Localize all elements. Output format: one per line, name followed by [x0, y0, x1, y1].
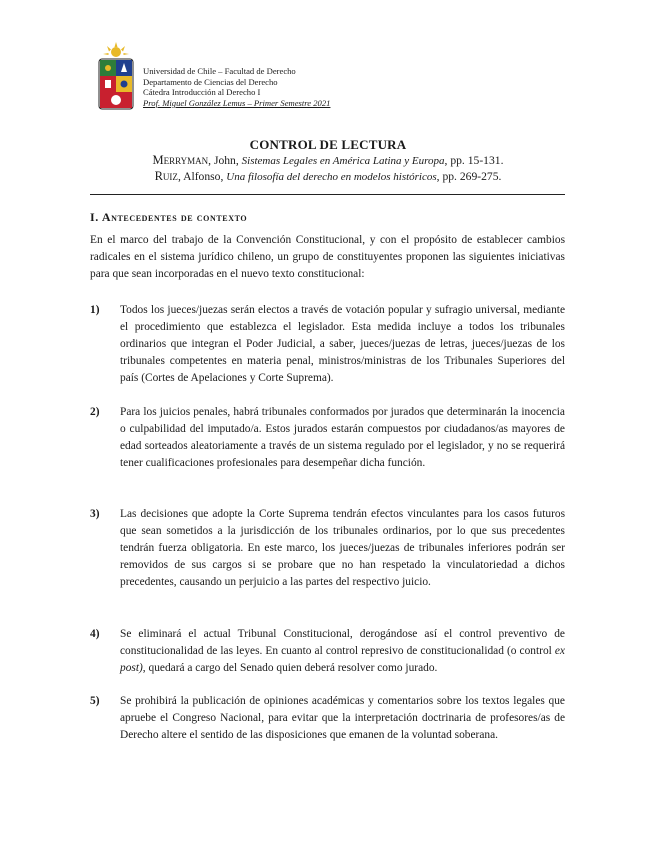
- horizontal-rule: [90, 194, 565, 195]
- list-item-4-text: [120, 626, 565, 677]
- list-item-1-text: Todos los jueces/juezas serán electos a través de votación popular y sufragio universal, mediante el procedimiento que establezca el legislador. Esta medida incluye a todos los tribunales ordinarios que integran el Poder Judicial, a saber, jueces/juezas de letras, jueces/juezas de los tribunales competentes en materia penal, ministros/ministras de los Tribunales Superiores del país (Cortes de Apelaciones y Corte Suprema).: [120, 304, 565, 384]
- header-text: [143, 66, 330, 108]
- section-heading: [90, 210, 247, 225]
- list-item-5-text: Se prohibirá la publicación de opiniones académicas y comentarios sobre los textos legales que apruebe el Congreso Nacional, para evitar que la interpretación doctrinaria de profesores/as de Derecho altere el sentido de las disposiciones que emanen de la voluntad soberana.: [120, 695, 565, 741]
- list-item-5-number: 5): [90, 695, 100, 707]
- reference-2-pages: , pp. 269-275.: [436, 170, 502, 183]
- header-university: Universidad de Chile – Facultad de Derecho: [143, 66, 296, 76]
- reference-1-author-first: , John,: [208, 154, 242, 167]
- list-item-3-number: 3): [90, 508, 100, 520]
- header-professor: Prof. Miguel González Lemus – Primer Semestre 2021: [143, 97, 331, 108]
- list-item-2-text: Para los juicios penales, habrá tribunales conformados por jurados que determinarán la inocencia o culpabilidad del imputado/a. Estos jurados estarán compuestos por ciudadanos/as mayores de edad sorteados aleatoriamente a través de un sistema regulado por el legislador, y no se requerirá tener cualificaciones profesionales para desempeñar dicha función.: [120, 406, 565, 469]
- reference-2-author-last: Ruiz: [154, 169, 178, 183]
- list-item-4-text-em: ex post): [120, 645, 565, 674]
- document-title: CONTROL DE LECTURA: [249, 137, 407, 152]
- reference-2-work: Una filosofía del derecho en modelos históricos: [226, 171, 437, 183]
- document-header: [96, 42, 396, 112]
- list-item-4-text-b: , quedará a cargo del Senado quien deberá resolver como jurado.: [142, 662, 438, 674]
- list-item-3-text: Las decisiones que adopte la Corte Suprema tendrán efectos vinculantes para los casos futuros que sean sometidos a la jurisdicción de los tribunales ordinarios, por lo que sus precedentes tendrán fuerza obligatoria. En este marco, los jueces/juezas de tribunales inferiores podrán ser removidos de sus cargos si se probare que no han respetado la vinculatoriedad a dichos precedentes, causando un perjuicio a las partes del respectivo juicio.: [120, 508, 565, 588]
- list-item-4-text-a: Se eliminará el actual Tribunal Constitucional, derogándose así el control preventivo de constitucionalidad de las leyes. En cuanto al control represivo de constitucionalidad (o control: [120, 628, 565, 657]
- university-crest-icon: [96, 42, 136, 112]
- title-block: [90, 137, 566, 185]
- reference-1-work: Sistemas Legales en América Latina y Europa: [241, 155, 445, 167]
- list-item-2-number: 2): [90, 406, 100, 418]
- reference-2-author-first: , Alfonso,: [177, 170, 227, 183]
- header-department: Departamento de Ciencias del Derecho: [143, 76, 278, 87]
- section-number: I.: [90, 210, 99, 224]
- intro-paragraph: En el marco del trabajo de la Convención Constitucional, y con el propósito de establecer cambios radicales en el sistema jurídico chileno, un grupo de constituyentes proponen las siguientes iniciativas para que sean incorporadas en el nuevo texto constitucional:: [90, 234, 565, 280]
- reference-1-pages: , pp. 15-131.: [444, 154, 504, 167]
- list-item-1-number: 1): [90, 304, 100, 316]
- header-course: Cátedra Introducción al Derecho I: [143, 87, 261, 98]
- reference-2: [90, 169, 566, 185]
- section-title: Antecedentes de contexto: [101, 210, 248, 224]
- reference-1: [90, 153, 566, 169]
- list-item-4-number: 4): [90, 628, 100, 640]
- reference-1-author-last: Merryman: [152, 153, 209, 167]
